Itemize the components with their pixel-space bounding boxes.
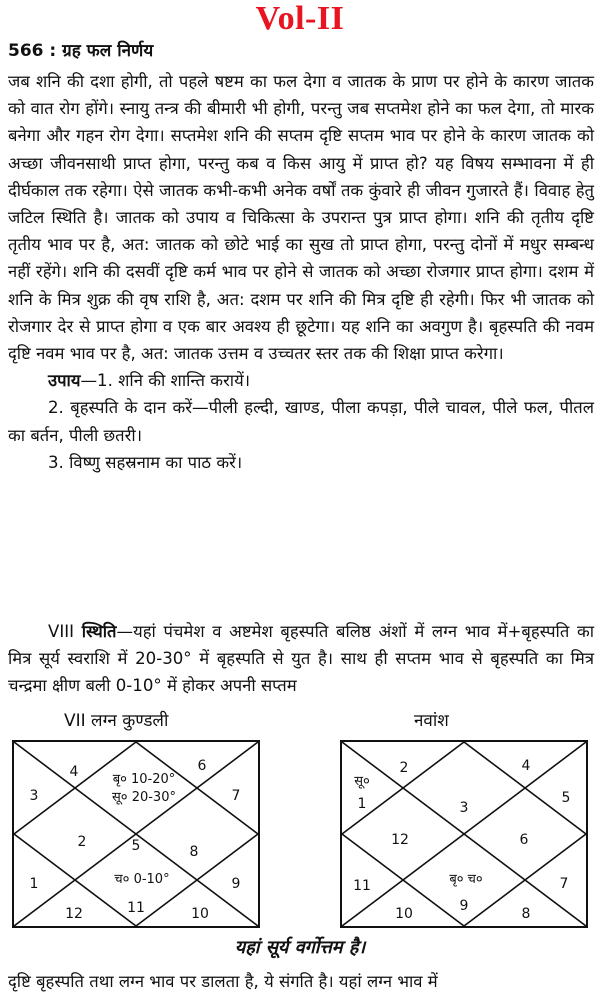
lagna-planet-sun: सू० 20-30° — [112, 790, 176, 805]
navamsa-planet-sun: सू० — [354, 774, 370, 789]
section-8 — [8, 618, 594, 700]
section-8-paragraph — [8, 618, 594, 700]
volume-title: Vol-II — [255, 0, 345, 37]
lagna-house-11: 7 — [231, 788, 241, 804]
section-8-text: —यहां पंचमेश व अष्टमेश बृहस्पति बलिष्ठ अंशों में लग्न भाव में+बृहस्पति का मित्र सूर्य स्वराशि में 20-30° में बृहस्पति से युत है। साथ ही सप्तम भाव से बृहस्पति का मित्र चन्द्रमा क्षीण बली 0-10° में होकर अपनी सप्तम — [8, 622, 595, 696]
lagna-house-12: 6 — [197, 758, 207, 774]
remedy-item-3: 3. विष्णु सहस्रनाम का पाठ करें। — [48, 452, 243, 472]
navamsa-house-8: 8 — [521, 906, 531, 922]
remedy-item-1: —1. शनि की शान्ति करायें। — [80, 371, 251, 391]
remedy-line-1 — [8, 367, 594, 394]
navamsa-house-1: 3 — [459, 800, 469, 816]
lagna-house-8: 10 — [191, 906, 209, 922]
navamsa-chart — [340, 740, 588, 928]
lagna-house-6: 12 — [65, 906, 83, 922]
lagna-house-9: 9 — [231, 876, 241, 892]
navamsa-house-4: 12 — [391, 832, 409, 848]
navamsa-planet-jupiter-moon: बृ० च० — [449, 872, 483, 887]
navamsa-house-9: 7 — [559, 876, 569, 892]
remedy-item-2: 2. बृहस्पति के दान करें—पीली हल्दी, खाण्ड, पीला कपड़ा, पीले चावल, पीले फल, पीतल का बर्तन, पीली छतरी। — [8, 398, 594, 445]
lagna-house-3: 3 — [29, 788, 39, 804]
paragraph-main: जब शनि की दशा होगी, तो पहले षष्टम का फल देगा व जातक के प्राण पर होने के कारण जातक को वात रोग होंगे। स्नायु तन्त्र की बीमारी भी होगी, परन्तु जब सप्तमेश होने का फल देगा, तो मारक बनेगा और गहन रोग देगा। सप्तमेश शनि की सप्तम दृष्टि सप्तम भाव पर होने के कारण जातक को अच्छा जीवनसाथी प्राप्त होगा, परन्तु कब व किस आयु में प्राप्त हो? यह विषय सम्भावना में ही दीर्घकाल तक रहेगा। ऐसे जातक कभी-कभी अनेक वर्षों तक कुंवारे ही जीवन गुजारते हैं। विवाह हेतु जटिल स्थिति है। जातक को उपाय व चिकित्सा के उपरान्त पुत्र प्राप्त होगा। शनि की तृतीय दृष्टि तृतीय भाव पर है, अत: जातक को छोटे भाई का सुख तो प्राप्त होगा, परन्तु दोनों में मधुर सम्बन्ध नहीं रहेंगे। शनि की दसवीं दृष्टि कर्म भाव पर होने से जातक को अच्छा रोजगार प्राप्त होगा। दशम में शनि के मित्र शुक्र की वृष राशि है, अत: दशम पर शनि की मित्र दृष्टि ही रहेगी। फिर भी जातक को रोजगार देर से प्राप्त होगा व एक बार अवश्य ही छूटेगा। यह शनि का अवगुण है। बृहस्पति की नवम दृष्टि नवम भाव पर है, अत: जातक उत्तम व उच्चतर स्तर तक की शिक्षा प्राप्त करेगा। — [8, 72, 594, 364]
lagna-house-7: 11 — [127, 900, 145, 916]
lagna-house-5: 1 — [29, 876, 39, 892]
lagna-planet-jupiter: बृ० 10-20° — [112, 772, 176, 787]
lagna-chart-title: VII लग्न कुण्डली — [64, 711, 169, 731]
navamsa-house-3: 1 — [357, 796, 367, 812]
navamsa-house-7: 9 — [459, 898, 469, 914]
footer-text: दृष्टि बृहस्पति तथा लग्न भाव पर डालता है, ये संगति है। यहां लग्न भाव में — [8, 972, 438, 991]
navamsa-house-10: 6 — [519, 832, 529, 848]
lagna-house-10: 8 — [189, 844, 199, 860]
chart-caption: यहां सूर्य वर्गोत्तम है। — [234, 937, 366, 958]
lagna-house-4: 2 — [77, 834, 87, 850]
navamsa-house-5: 11 — [353, 878, 371, 894]
lagna-house-1: 5 — [131, 838, 141, 854]
navamsa-chart-title: नवांश — [414, 711, 449, 731]
lagna-planet-moon: च० 0-10° — [114, 872, 170, 887]
section-8-label: स्थिति — [81, 622, 117, 641]
navamsa-house-2: 2 — [399, 760, 409, 776]
lagna-house-2: 4 — [69, 764, 79, 780]
page-header: 566 : ग्रह फल निर्णय — [8, 41, 154, 61]
section-8-label-prefix: VIII — [48, 622, 82, 641]
navamsa-house-12: 4 — [521, 758, 531, 774]
remedy-heading: उपाय — [48, 371, 81, 391]
body-text — [8, 68, 594, 476]
navamsa-house-11: 5 — [561, 790, 571, 806]
lagna-chart-lines — [14, 742, 258, 926]
navamsa-house-6: 10 — [395, 906, 413, 922]
lagna-chart — [12, 740, 260, 928]
